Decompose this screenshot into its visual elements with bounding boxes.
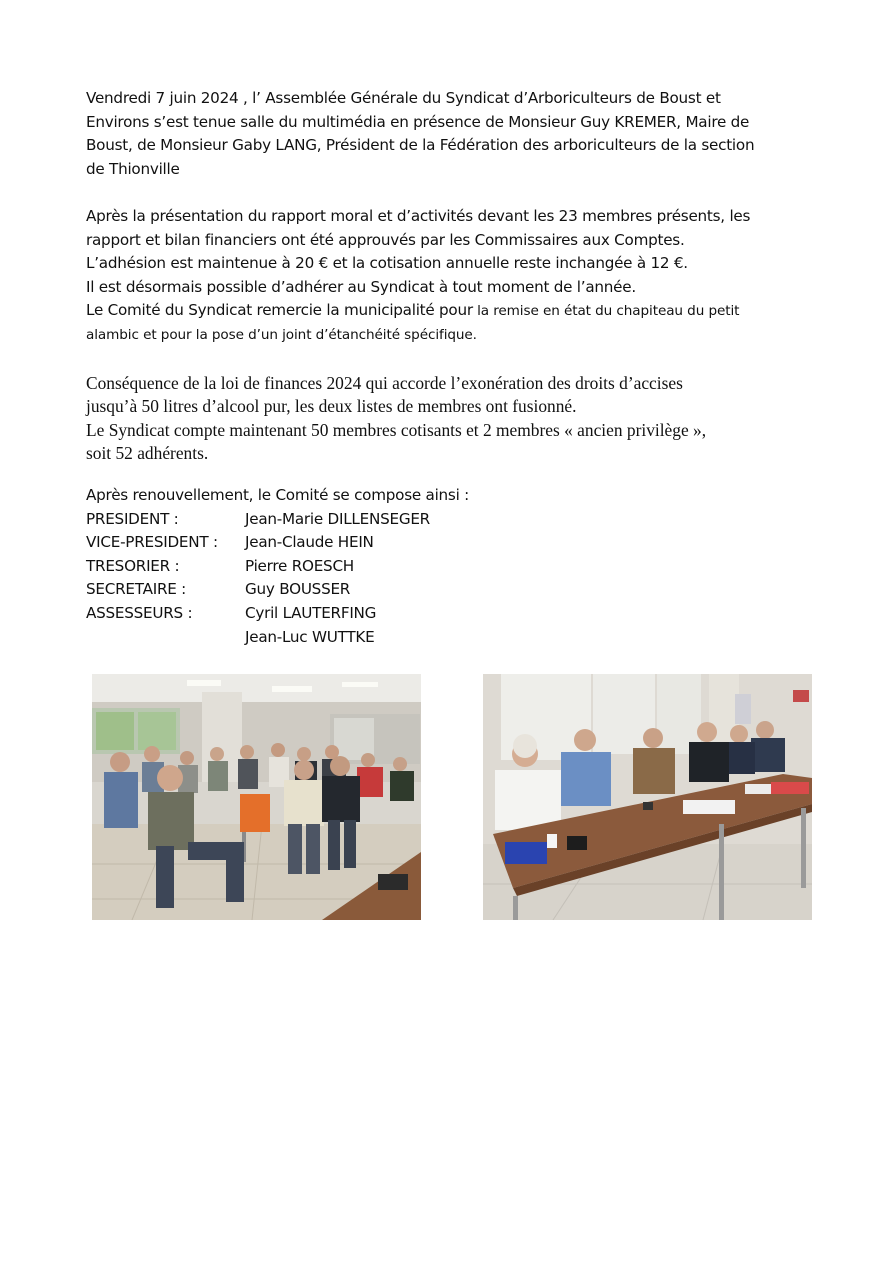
text-line: Après la présentation du rapport moral et d’activités devant les 23 membres présents, les bbox=[86, 207, 751, 225]
committee-row-vice-president bbox=[86, 531, 686, 555]
role-label: ASSESSEURS : bbox=[86, 603, 193, 622]
text-line: rapport et bilan financiers ont été approuvés par les Commissaires aux Comptes. bbox=[86, 230, 685, 249]
committee-list bbox=[86, 484, 686, 649]
text-line: L’adhésion est maintenue à 20 € et la cotisation annuelle reste inchangée à 12 €. bbox=[86, 254, 688, 273]
text-line: Vendredi 7 juin 2024 , l’ Assemblée Générale du Syndicat d’Arboriculteurs de Boust et bbox=[86, 89, 721, 107]
text-line: Environs s’est tenue salle du multimédia en présence de Monsieur Guy KREMER, Maire de bbox=[86, 112, 750, 131]
committee-row-president bbox=[86, 508, 686, 532]
member-name: Jean-Marie DILLENSEGER bbox=[245, 509, 430, 528]
role-label: PRESIDENT : bbox=[86, 509, 179, 528]
paragraph-finance-law bbox=[86, 372, 807, 466]
member-name: Guy BOUSSER bbox=[245, 580, 351, 599]
thanks-part2: la remise en état du chapiteau du petit bbox=[472, 303, 740, 320]
member-name: Jean-Claude HEIN bbox=[245, 533, 374, 552]
committee-intro: Après renouvellement, le Comité se compose ainsi : bbox=[86, 486, 470, 504]
committee-row-assessor-2 bbox=[86, 626, 686, 650]
text-line: Le Syndicat compte maintenant 50 membres cotisants et 2 membres « ancien privilège », bbox=[86, 419, 707, 440]
member-name: Cyril LAUTERFING bbox=[245, 603, 377, 622]
role-label: TRESORIER : bbox=[86, 556, 180, 575]
text-line: Boust, de Monsieur Gaby LANG, Président de la Fédération des arboriculteurs de la section bbox=[86, 136, 755, 155]
role-label: VICE-PRESIDENT : bbox=[86, 533, 218, 552]
thanks-part1: Le Comité du Syndicat remercie la municipalité pour bbox=[86, 301, 473, 320]
committee-row-secretary bbox=[86, 578, 686, 602]
paragraph-report bbox=[86, 205, 807, 348]
member-name: Pierre ROESCH bbox=[245, 556, 354, 575]
paragraph-assembly bbox=[86, 87, 807, 181]
text-line: jusqu’à 50 litres d’alcool pur, les deux listes de membres ont fusionné. bbox=[86, 396, 577, 417]
role-label: SECRETAIRE : bbox=[86, 580, 187, 599]
committee-row-assessor-1 bbox=[86, 602, 686, 626]
text-line: de Thionville bbox=[86, 159, 180, 178]
text-line: soit 52 adhérents. bbox=[86, 443, 209, 464]
photo-audience bbox=[92, 674, 421, 920]
member-name: Jean-Luc WUTTKE bbox=[245, 627, 375, 646]
text-line: Il est désormais possible d’adhérer au Syndicat à tout moment de l’année. bbox=[86, 277, 636, 296]
photo-committee-table bbox=[483, 674, 812, 920]
text-line-thanks bbox=[86, 299, 807, 324]
committee-row-treasurer bbox=[86, 555, 686, 579]
text-line: Conséquence de la loi de finances 2024 qui accorde l’exonération des droits d’accises bbox=[86, 373, 683, 393]
text-line: alambic et pour la pose d’un joint d’étanchéité spécifique. bbox=[86, 326, 477, 343]
